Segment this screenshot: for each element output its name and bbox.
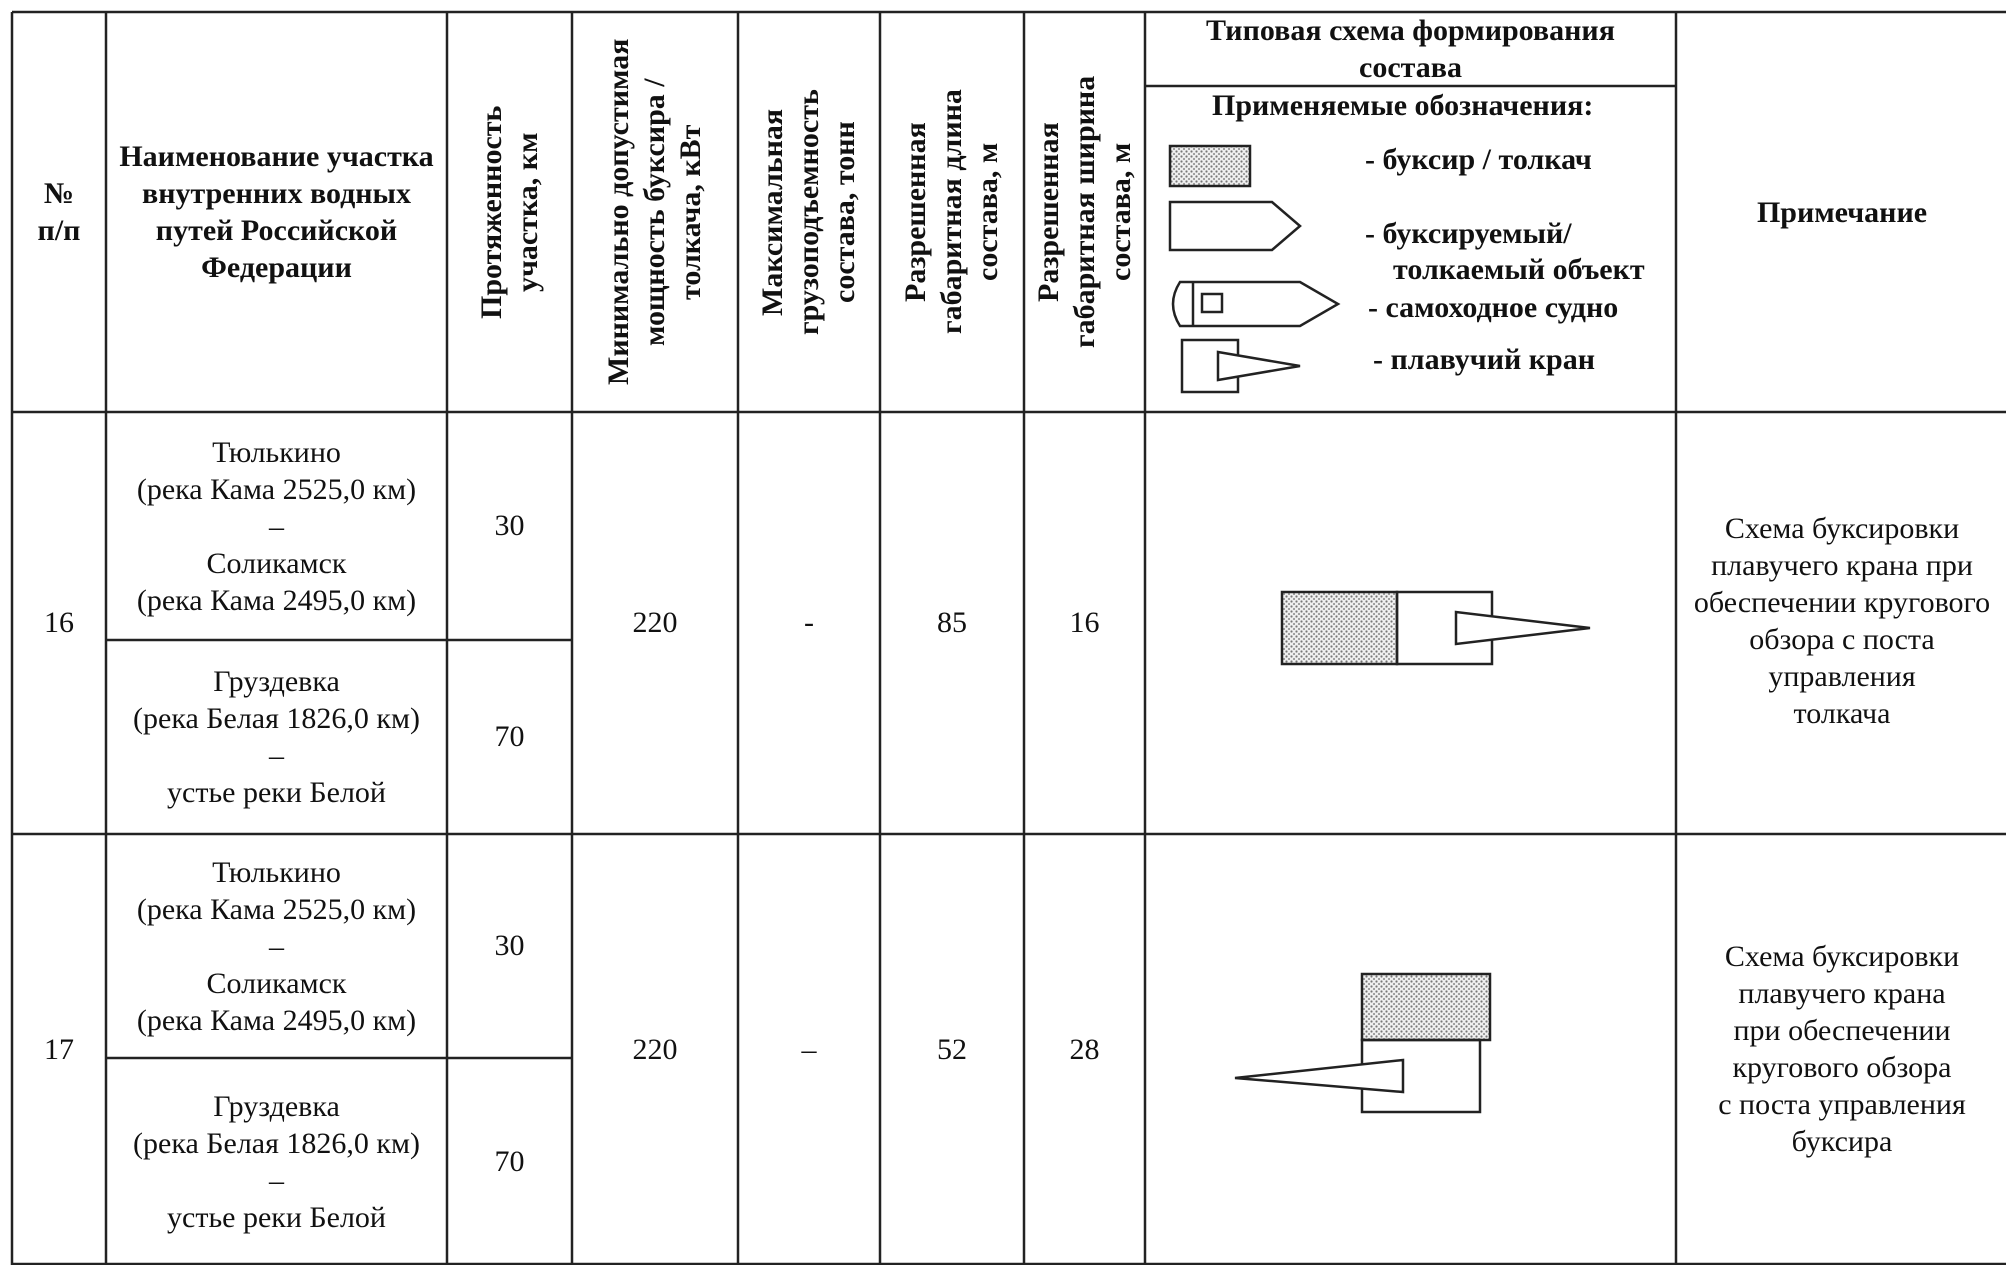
towed-object-icon (1170, 202, 1300, 250)
header-note (1678, 14, 2006, 410)
row-16-max-width (1026, 414, 1143, 832)
capacity-text: - (804, 606, 814, 639)
row-16-power (574, 414, 736, 832)
header-capacity (740, 14, 878, 410)
row-17-max-width (1026, 836, 1143, 1264)
note-line: Схема буксировки (1724, 512, 1960, 545)
segment-from: Тюлькино (212, 435, 341, 469)
row-16-length-2 (449, 642, 570, 832)
length-text: 70 (494, 720, 525, 753)
header-max-length-text: Разрешенная габаритная длина состава, м (899, 89, 1004, 335)
max-width-text: 16 (1069, 606, 1100, 639)
header-length-text: Протяженность участка, км (474, 105, 544, 319)
row-16-capacity (740, 414, 878, 832)
header-power-text: Минимально допустимая мощность буксира / толкача, кВт (602, 38, 707, 386)
power-text: 220 (632, 1033, 678, 1066)
row-17-num-text: 17 (44, 1033, 74, 1066)
note-line: при обеспечении (1733, 1014, 1951, 1047)
header-name (108, 14, 445, 410)
header-note-text: Примечание (1756, 195, 1928, 229)
self-propelled-vessel-icon (1173, 282, 1338, 326)
max-length-text: 85 (937, 606, 967, 639)
note-line: буксира (1791, 1125, 1893, 1158)
note-line: толкача (1793, 697, 1891, 730)
row-17-max-length (882, 836, 1022, 1264)
header-length (449, 14, 570, 410)
floating-crane-icon (1182, 340, 1300, 392)
segment-dash: – (269, 739, 284, 772)
legend-floating-crane: - плавучий кран (1373, 343, 1596, 376)
header-max-width (1026, 14, 1143, 410)
note-line: обзора с поста (1749, 623, 1935, 656)
legend-tug-pusher: - буксир / толкач (1365, 143, 1592, 176)
note-line: управления (1768, 660, 1916, 693)
row-16-segment-2 (108, 642, 445, 832)
row-16-max-length (882, 414, 1022, 832)
power-text: 220 (632, 606, 678, 639)
row-17-length-1 (449, 836, 570, 1056)
header-name-text: Наименование участка внутренних водных путей Российской Федерации (119, 140, 434, 284)
segment-from: Тюлькино (212, 855, 341, 889)
segment-to: Соликамск (206, 966, 347, 1000)
row-17-segment-1 (108, 836, 445, 1056)
header-scheme-title-text: Типовая схема формирования состава (1206, 14, 1615, 84)
segment-from-detail: (река Белая 1826,0 км) (133, 702, 420, 735)
segment-from-detail: (река Кама 2525,0 км) (136, 892, 417, 926)
row-17-capacity (740, 836, 878, 1264)
row-16-note (1678, 414, 2006, 832)
row-16-segment-1 (108, 414, 445, 638)
legend-towed-line2: толкаемый объект (1393, 253, 1645, 286)
scheme-row-16 (1282, 592, 1590, 664)
note-line: с поста управления (1718, 1088, 1966, 1121)
row-17-power (574, 836, 736, 1264)
max-length-text: 52 (937, 1033, 967, 1066)
row-17-num (14, 836, 104, 1264)
row-17-length-2 (449, 1060, 570, 1264)
scheme-row-17 (1235, 974, 1490, 1112)
header-scheme-title (1147, 14, 1674, 84)
tug-pusher-icon (1170, 146, 1250, 186)
segment-dash: – (269, 929, 284, 963)
header-capacity-text: Максимальная грузоподъемность состава, тонн (756, 89, 861, 335)
length-text: 70 (494, 1145, 525, 1178)
segment-from-detail: (река Кама 2525,0 км) (136, 472, 417, 506)
row-16-length-1 (449, 414, 570, 638)
legend-towed-line1: - буксируемый/ (1365, 217, 1572, 250)
length-text: 30 (494, 509, 525, 542)
row-17-note (1678, 836, 2006, 1264)
segment-to: Соликамск (206, 546, 347, 580)
note-line: обеспечении кругового (1693, 586, 1991, 619)
segment-from-detail: (река Белая 1826,0 км) (133, 1127, 420, 1160)
segment-to: устье реки Белой (167, 776, 386, 809)
note-line: плавучего крана (1738, 977, 1946, 1010)
header-max-width-text: Разрешенная габаритная ширина состава, м (1031, 75, 1137, 349)
segment-dash: – (269, 1164, 284, 1197)
segment-from: Груздевка (213, 1090, 340, 1123)
header-num-text: № п/п (37, 177, 81, 247)
segment-from: Груздевка (213, 665, 340, 698)
legend-title: Применяемые обозначения: (1212, 89, 1594, 122)
capacity-text: – (801, 1033, 817, 1066)
header-power (574, 14, 736, 410)
note-line: Схема буксировки (1724, 940, 1960, 973)
legend-self-propelled: - самоходное судно (1368, 291, 1619, 324)
length-text: 30 (494, 929, 525, 962)
row-16-num (14, 414, 104, 832)
row-17-segment-2 (108, 1060, 445, 1264)
note-line: кругового обзора (1732, 1051, 1952, 1084)
header-max-length (882, 14, 1022, 410)
note-line: плавучего крана при (1711, 549, 1973, 582)
max-width-text: 28 (1069, 1033, 1100, 1066)
segment-dash: – (269, 509, 284, 543)
header-num (14, 14, 104, 410)
row-16-num-text: 16 (44, 606, 74, 639)
segment-to-detail: (река Кама 2495,0 км) (136, 583, 417, 617)
segment-to-detail: (река Кама 2495,0 км) (136, 1003, 417, 1037)
segment-to: устье реки Белой (167, 1201, 386, 1234)
